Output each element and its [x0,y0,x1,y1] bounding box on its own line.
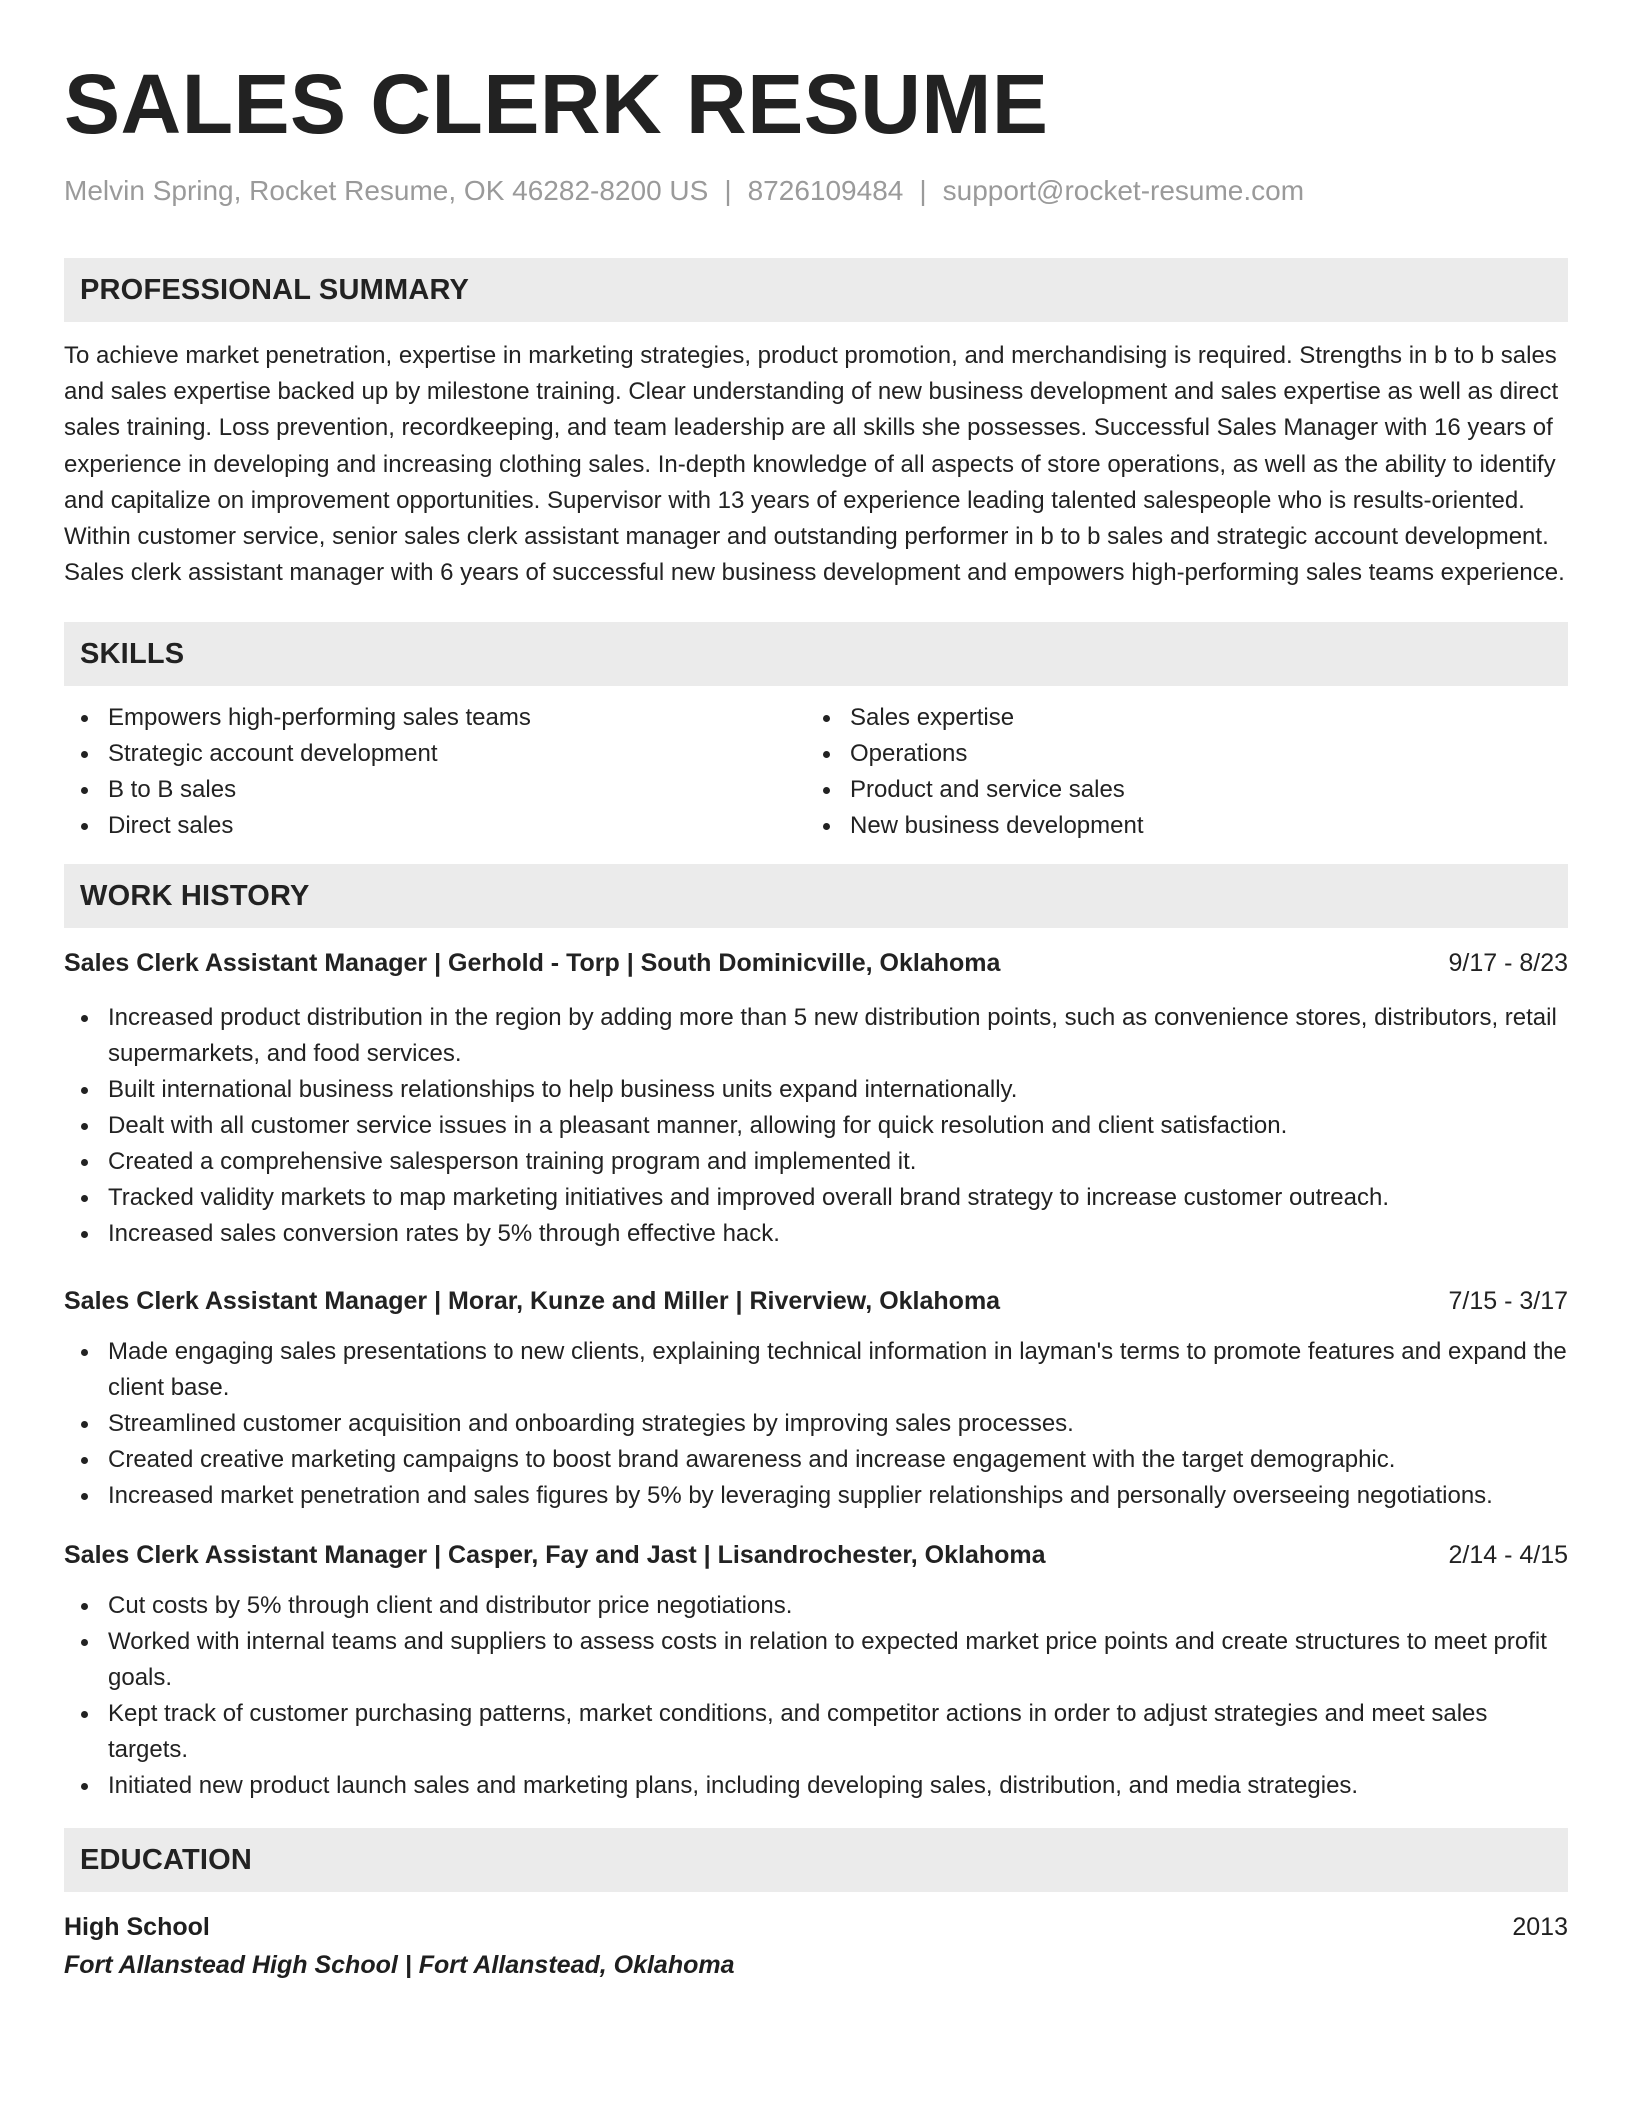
skills-right-column [806,700,1568,844]
job-bullets [64,1334,1568,1514]
work-section-header: WORK HISTORY [64,864,1568,928]
education-school: Fort Allanstead High School | Fort Allanstead, Oklahoma [64,1951,735,1980]
education-year: 2013 [1512,1913,1568,1942]
education-degree: High School [64,1913,210,1942]
skill-item: Direct sales [64,808,806,844]
job-header [64,1538,1568,1572]
contact-line [64,174,1568,208]
skills-section-header: SKILLS [64,622,1568,686]
job-entry [64,1284,1568,1514]
skills-list [64,700,1568,844]
education-header [64,1910,1568,1944]
job-bullet: Created a comprehensive salesperson training program and implemented it. [64,1144,1568,1180]
job-bullet: Built international business relationships to help business units expand internationally. [64,1072,1568,1108]
job-bullet: Increased product distribution in the region by adding more than 5 new distribution points, such as convenience stores, distributors, retail supermarkets, and food services. [64,1000,1568,1072]
job-bullet: Initiated new product launch sales and marketing plans, including developing sales, distribution, and media strategies. [64,1768,1568,1804]
job-dates: 7/15 - 3/17 [1448,1287,1568,1316]
contact-phone: 8726109484 [747,175,904,206]
job-dates: 9/17 - 8/23 [1448,949,1568,978]
skill-item: B to B sales [64,772,806,808]
job-bullet: Streamlined customer acquisition and onboarding strategies by improving sales processes. [64,1406,1568,1442]
summary-text: To achieve market penetration, expertise in marketing strategies, product promotion, and merchandising is required. Strengths in b to b sales and sales expertise backed up by milestone training. Clear understanding of new business development and sales expertise as well as direct sales training. Loss prevention, recordkeeping, and team leadership are all skills she possesses. Successful Sales Manager with 16 years of experience in developing and increasing clothing sales. In-depth knowledge of all aspects of store operations, as well as the ability to identify and capitalize on improvement opportunities. Supervisor with 13 years of experience leading talented salespeople who is results-oriented. Within customer service, senior sales clerk assistant manager and outstanding performer in b to b sales and strategic account development. Sales clerk assistant manager with 6 years of successful new business development and empowers high-performing sales teams experience. [64,342,1565,587]
job-entry [64,946,1568,1252]
job-bullet: Kept track of customer purchasing patterns, market conditions, and competitor actions in order to adjust strategies and meet sales targets. [64,1696,1568,1768]
job-bullet: Made engaging sales presentations to new clients, explaining technical information in layman's terms to promote features and expand the client base. [64,1334,1568,1406]
job-bullet: Increased sales conversion rates by 5% through effective hack. [64,1216,1568,1252]
contact-email: support@rocket-resume.com [942,175,1305,206]
contact-separator: | [919,175,927,206]
job-bullet: Increased market penetration and sales figures by 5% by leveraging supplier relationships and personally overseeing negotiations. [64,1478,1568,1514]
job-title: Sales Clerk Assistant Manager | Gerhold - Torp | South Dominicville, Oklahoma [64,949,1001,978]
skill-item: Product and service sales [806,772,1568,808]
job-bullet: Dealt with all customer service issues in a pleasant manner, allowing for quick resolution and client satisfaction. [64,1108,1568,1144]
education-section-header: EDUCATION [64,1828,1568,1892]
job-title: Sales Clerk Assistant Manager | Casper, Fay and Jast | Lisandrochester, Oklahoma [64,1541,1046,1570]
skill-item: New business development [806,808,1568,844]
job-entry [64,1538,1568,1804]
job-bullet: Worked with internal teams and suppliers to assess costs in relation to expected market price points and create structures to meet profit goals. [64,1624,1568,1696]
contact-address: Melvin Spring, Rocket Resume, OK 46282-8200 US [64,175,709,206]
skill-item: Strategic account development [64,736,806,772]
job-bullet: Cut costs by 5% through client and distributor price negotiations. [64,1588,1568,1624]
job-bullet: Created creative marketing campaigns to boost brand awareness and increase engagement with the target demographic. [64,1442,1568,1478]
contact-separator: | [724,175,732,206]
job-header [64,1284,1568,1318]
skill-item: Empowers high-performing sales teams [64,700,806,736]
resume-title: SALES CLERK RESUME [64,57,1049,151]
job-bullet: Tracked validity markets to map marketing initiatives and improved overall brand strategy to increase customer outreach. [64,1180,1568,1216]
job-bullets [64,1588,1568,1804]
skill-item: Sales expertise [806,700,1568,736]
skills-left-column [64,700,806,844]
job-dates: 2/14 - 4/15 [1448,1541,1568,1570]
skill-item: Operations [806,736,1568,772]
job-header [64,946,1568,980]
job-title: Sales Clerk Assistant Manager | Morar, Kunze and Miller | Riverview, Oklahoma [64,1287,1001,1316]
summary-section-header: PROFESSIONAL SUMMARY [64,258,1568,322]
job-bullets [64,1000,1568,1252]
